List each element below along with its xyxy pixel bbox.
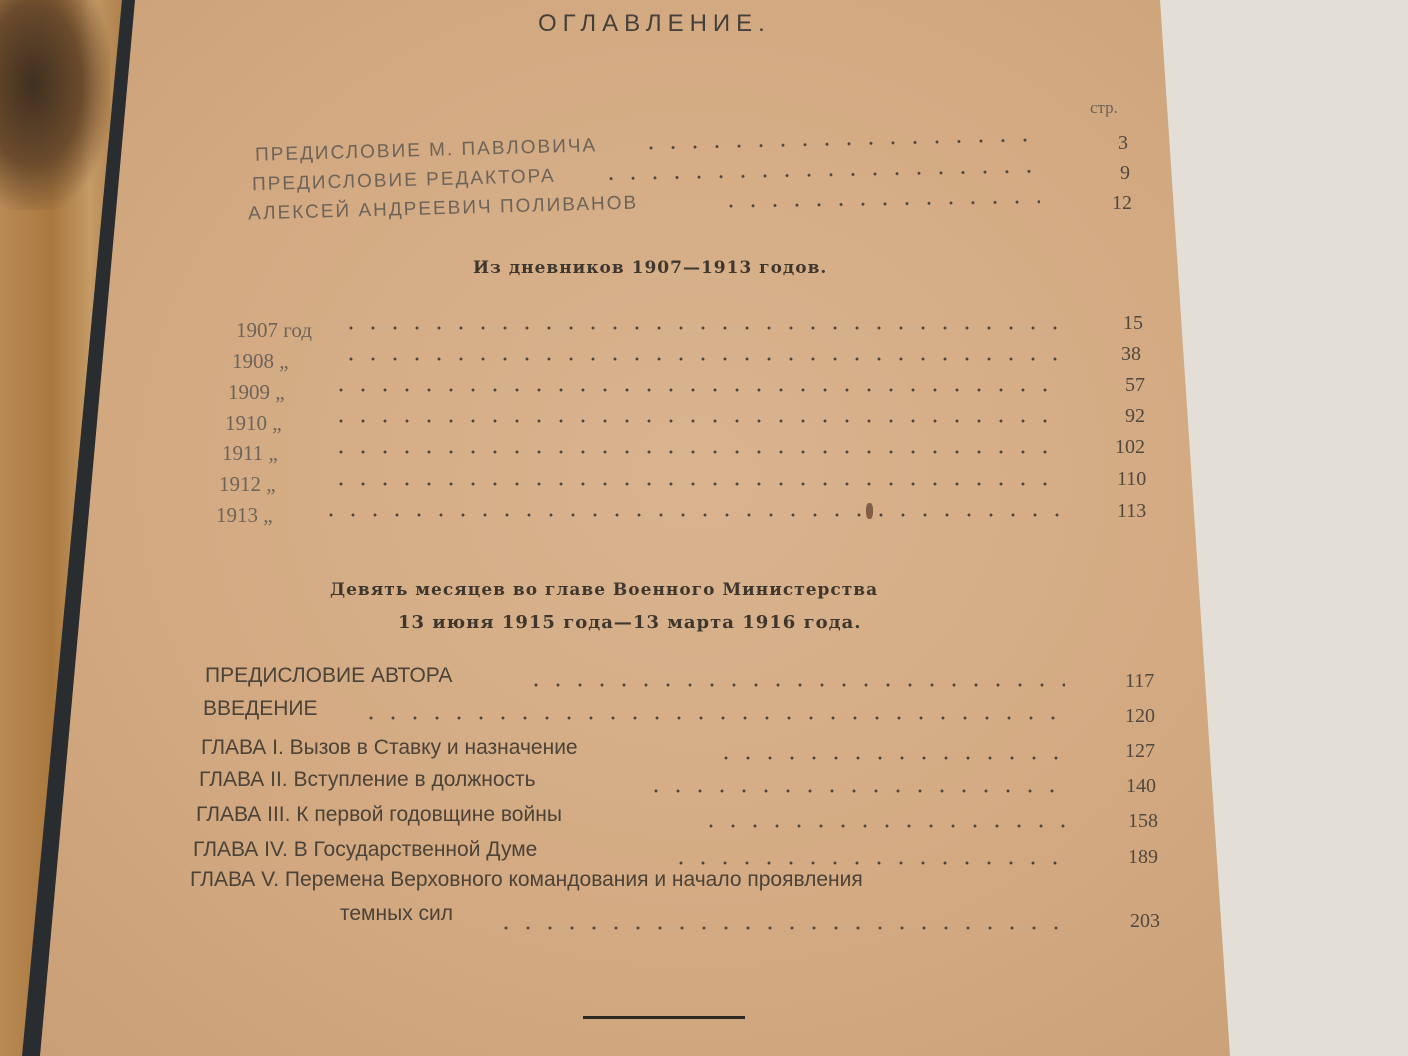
- toc-entry-title: 1908 „: [232, 349, 289, 373]
- leader-dots: [700, 824, 1065, 828]
- toc-entry-title: 1909 „: [228, 380, 285, 404]
- toc-entry-page: 127: [1125, 740, 1155, 762]
- leader-dots: [340, 357, 1060, 361]
- leader-dots: [330, 419, 1060, 423]
- toc-entry-page: 92: [1125, 405, 1145, 427]
- toc-entry-title: ГЛАВА II. Вступление в должность: [199, 768, 536, 791]
- leader-dots: [360, 716, 1065, 720]
- leader-dots: [330, 450, 1060, 454]
- toc-entry-page: 15: [1123, 312, 1143, 334]
- book-page: [40, 0, 1230, 1056]
- toc-entry-title: 1913 „: [216, 503, 273, 527]
- leader-dots: [330, 388, 1060, 392]
- toc-entry-title-continued: темных сил: [340, 902, 454, 925]
- toc-entry-page: 38: [1121, 343, 1141, 365]
- leader-dots: [320, 513, 1060, 517]
- toc-entry-page: 3: [1118, 132, 1128, 154]
- leader-dots: [340, 326, 1060, 330]
- page-heading: ОГЛАВЛЕНИЕ.: [538, 10, 771, 37]
- page-stain: [866, 503, 873, 519]
- toc-entry-page: 120: [1125, 705, 1155, 727]
- toc-entry-title: 1907 год: [236, 318, 312, 342]
- table-shadow: [0, 0, 110, 210]
- leader-dots: [645, 789, 1065, 793]
- toc-entry-page: 57: [1125, 374, 1145, 396]
- toc-entry-page: 158: [1128, 810, 1158, 832]
- section-title-line1: Девять месяцев во главе Военного Министерства: [330, 580, 879, 600]
- toc-entry-title: 1910 „: [225, 411, 282, 435]
- leader-dots: [670, 861, 1065, 865]
- toc-entry-title: ГЛАВА I. Вызов в Ставку и назначение: [201, 736, 578, 759]
- toc-entry-page: 189: [1128, 846, 1158, 868]
- toc-entry-title: 1912 „: [219, 472, 276, 496]
- toc-entry-page: 203: [1130, 910, 1160, 932]
- toc-entry-title: ПРЕДИСЛОВИЕ М. ПАВЛОВИЧА: [254, 135, 598, 166]
- closing-rule: [583, 1016, 745, 1019]
- toc-entry-page: 12: [1112, 192, 1132, 214]
- leader-dots: [495, 926, 1075, 930]
- toc-entry-page: 110: [1117, 468, 1147, 490]
- leader-dots: [330, 482, 1060, 486]
- section-title: Из дневников 1907—1913 годов.: [473, 258, 828, 278]
- toc-entry-title: ГЛАВА IV. В Государственной Думе: [193, 838, 538, 861]
- toc-entry-title: ПРЕДИСЛОВИЕ РЕДАКТОРА: [251, 165, 556, 196]
- toc-entry-page: 117: [1125, 670, 1155, 692]
- toc-entry-title: ВВЕДЕНИЕ: [203, 697, 318, 720]
- leader-dots: [525, 683, 1065, 687]
- toc-entry-title: ПРЕДИСЛОВИЕ АВТОРА: [205, 664, 453, 687]
- toc-entry-page: 9: [1120, 162, 1130, 184]
- leader-dots: [715, 756, 1065, 760]
- toc-entry-page: 140: [1126, 775, 1156, 797]
- toc-entry-page: 113: [1117, 500, 1147, 522]
- toc-entry-title: 1911 „: [222, 441, 278, 465]
- toc-entry-title: АЛЕКСЕЙ АНДРЕЕВИЧ ПОЛИВАНОВ: [247, 192, 639, 225]
- toc-entry-page: 102: [1115, 436, 1145, 458]
- toc-entry-title: ГЛАВА III. К первой годовщине войны: [196, 803, 562, 826]
- section-title-line2: 13 июня 1915 года—13 марта 1916 года.: [398, 612, 862, 633]
- page-column-label: стр.: [1090, 98, 1118, 117]
- toc-entry-title: ГЛАВА V. Перемена Верховного командования и начало проявления: [190, 868, 863, 891]
